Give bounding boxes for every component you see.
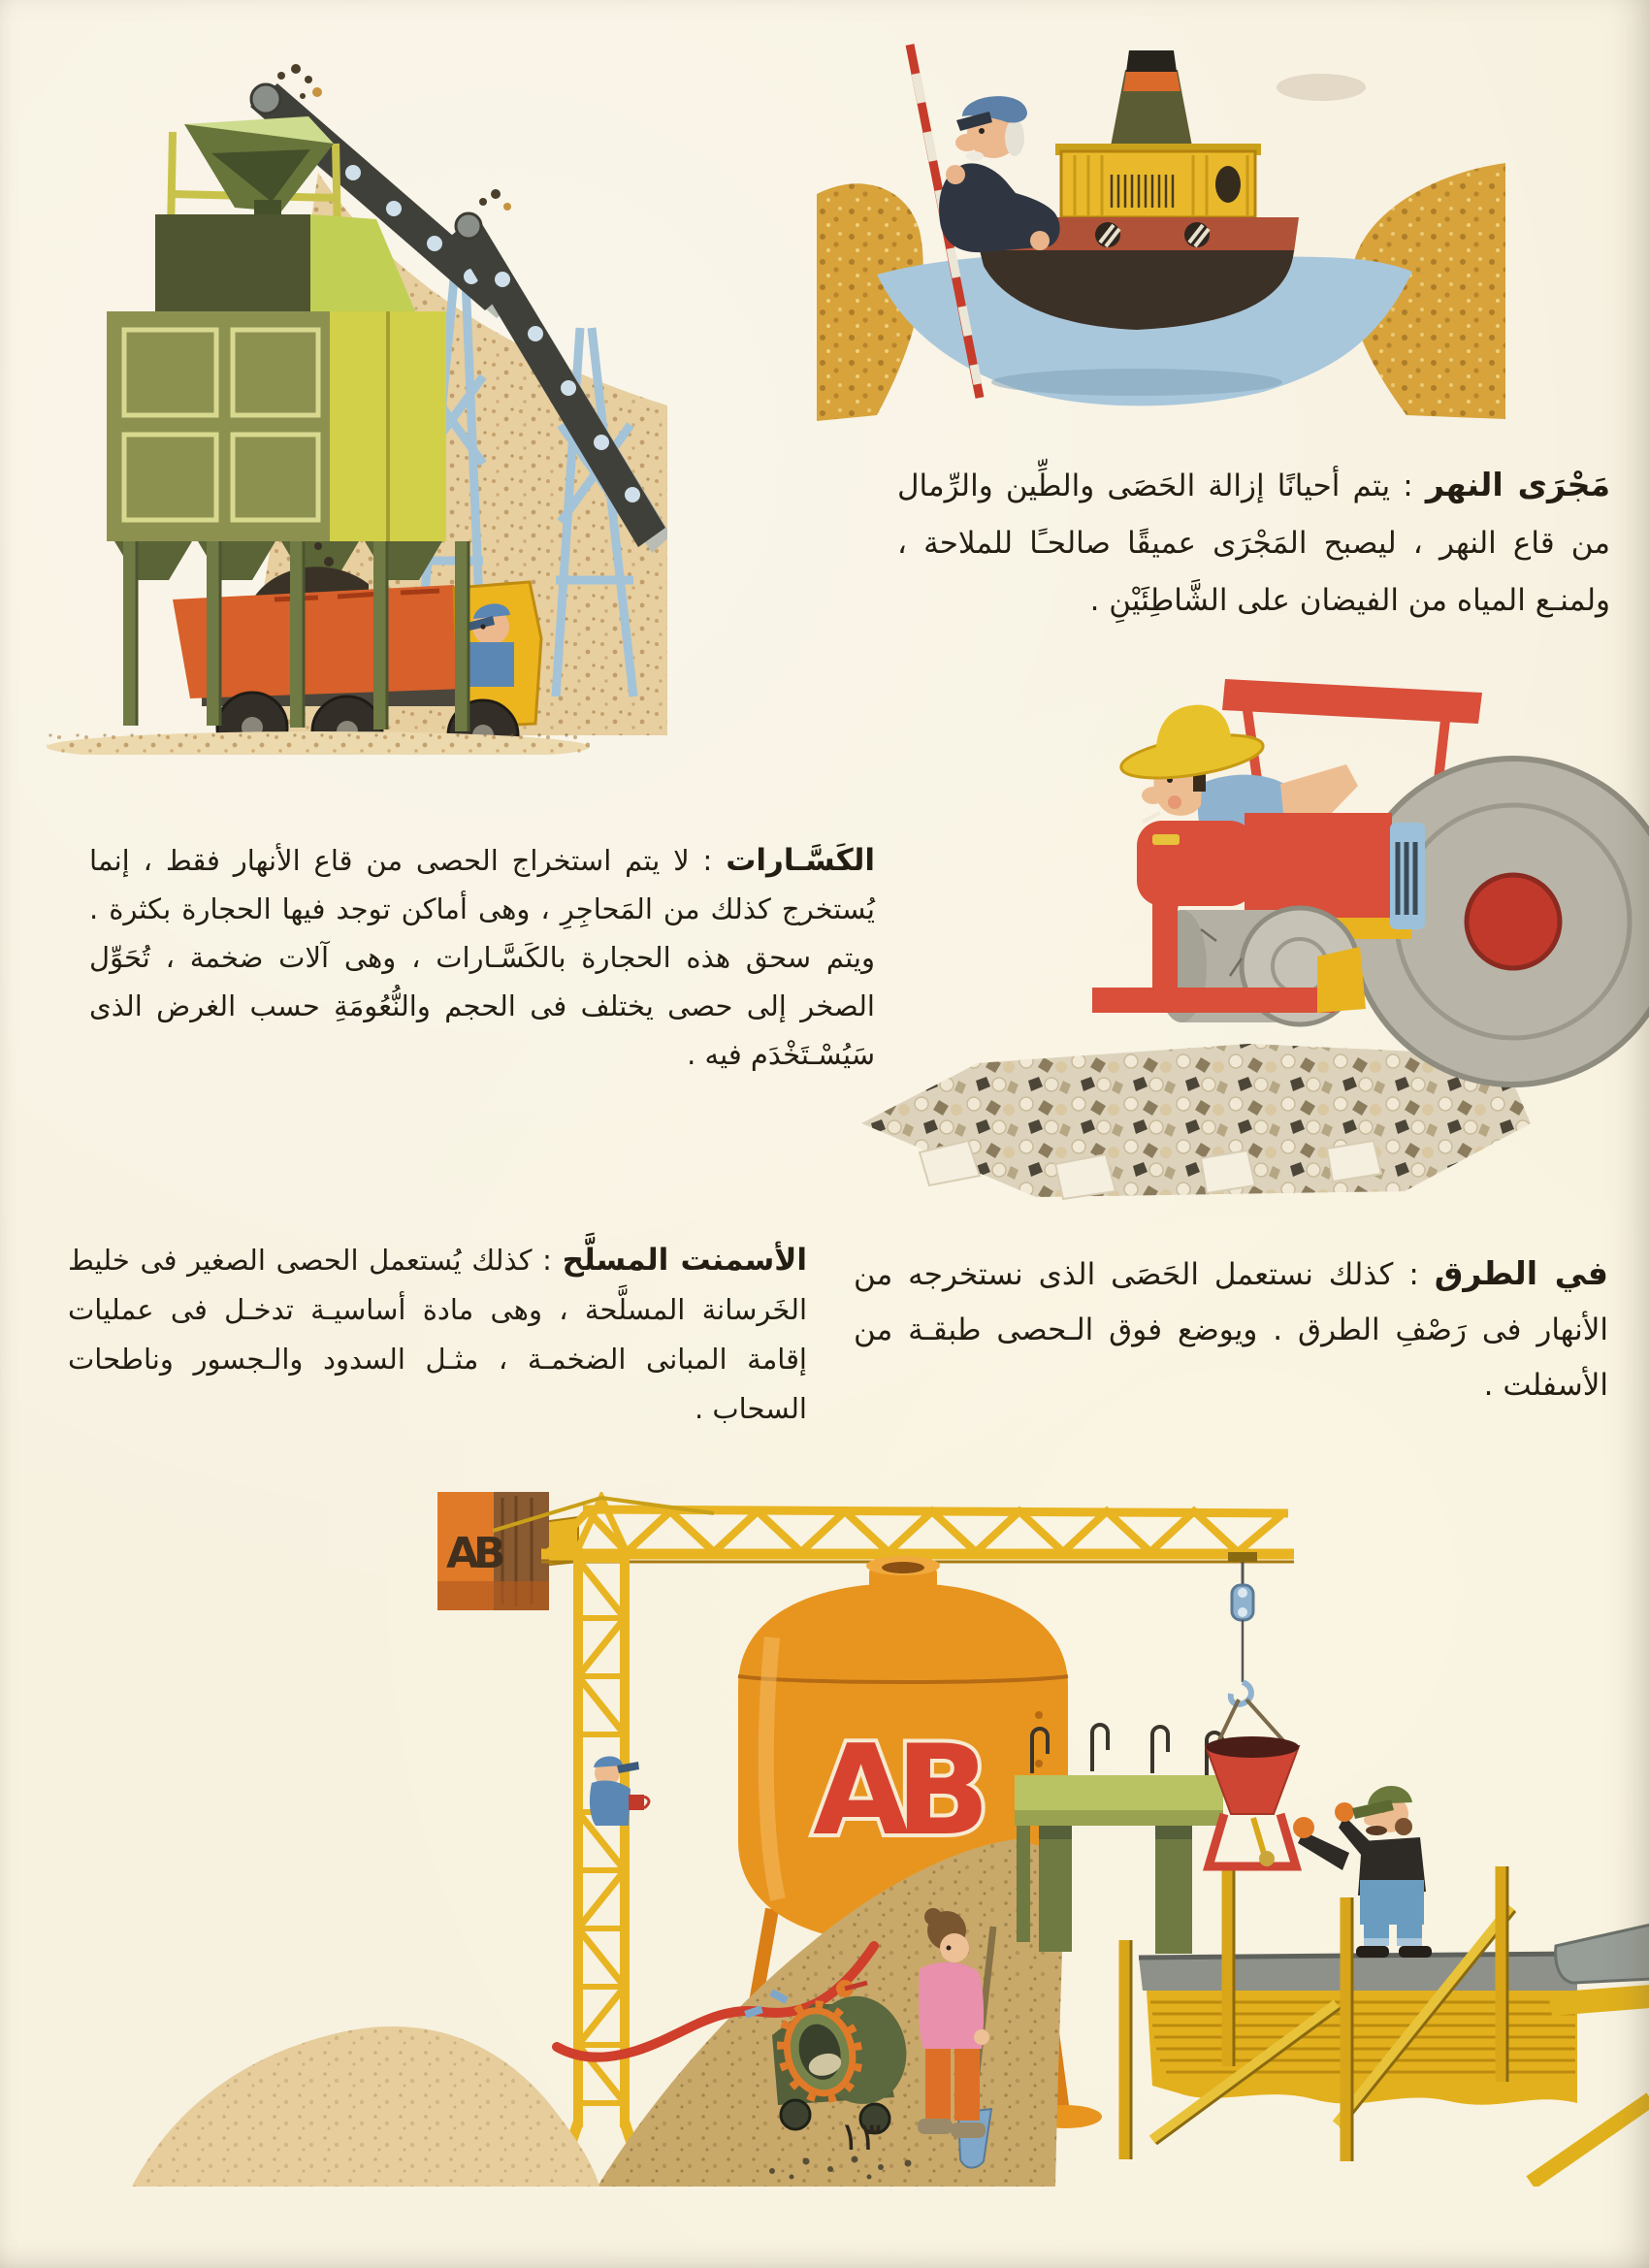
steamroller-machine bbox=[1092, 679, 1649, 1085]
section-reinforced-cement bbox=[68, 1236, 807, 1434]
ground bbox=[47, 729, 590, 755]
section-heading: في الطرق bbox=[1434, 1254, 1608, 1292]
heading-separator: : bbox=[532, 1244, 563, 1277]
section-crushers bbox=[89, 836, 875, 1079]
steamroller-illustration bbox=[861, 667, 1649, 1203]
ab-logo-silo: AB bbox=[813, 1719, 977, 1863]
crane-jib bbox=[541, 1509, 1294, 1562]
smoke bbox=[1277, 74, 1366, 101]
gravel-road bbox=[861, 1044, 1531, 1199]
sand-mound-small bbox=[132, 2026, 599, 2187]
heading-separator: : bbox=[689, 844, 727, 877]
section-body: لا يتم استخراج الحصى من قاع الأنهار فقط ، إنما يُستخرج كذلك من المَحاجِرِ ، وهى أماكن توجد فيها الحجارة بكثرة . ويتم سحق هذه الحجارة بالكَسَّـارات ، وهى آلات ضخمة ، تُحَوِّل الصخر إلى حصى يختلف فى الحجم والنُّعُومَةِ حسب الغرض الذى سَيُسْـتَخْدَم فيه . bbox=[89, 844, 875, 1071]
section-heading: الأسمنت المسلَّح bbox=[562, 1243, 807, 1278]
section-body: كذلك نستعمل الحَصَى الذى نستخرجه من الأنهار فى رَصْفِ الطرق . ويوضع فوق الـحصى طبقـة من الأسفلت . bbox=[854, 1257, 1608, 1403]
dredging-boat bbox=[975, 50, 1299, 330]
crane-counterweight bbox=[437, 1492, 549, 1610]
section-heading: مَجْرَى النهر bbox=[1425, 466, 1611, 503]
crane-hook-and-bucket bbox=[1206, 1552, 1299, 1866]
section-body: كذلك يُستعمل الحصى الصغير فى خليط الخَرسانة المسلَّحة ، وهى مادة أساسيـة تدخـل فى عمليات إقامة المبانى الضخمـة ، مثـل السدود والـجسور وناطحات السحاب . bbox=[68, 1244, 807, 1425]
section-river-dredging bbox=[897, 456, 1610, 630]
ab-logo-counterweight: AB bbox=[446, 1529, 501, 1578]
heading-separator: : bbox=[1390, 469, 1426, 503]
river-dredging-illustration bbox=[817, 27, 1505, 425]
crane-operator bbox=[590, 1756, 649, 1826]
heading-separator: : bbox=[1393, 1257, 1435, 1292]
section-roads bbox=[854, 1246, 1608, 1413]
page-number: ١٣ bbox=[839, 2115, 882, 2159]
section-heading: الكَسَّـارات bbox=[726, 843, 875, 878]
canopy bbox=[1222, 679, 1482, 724]
crane-mast bbox=[557, 1548, 646, 2187]
section-body: يتم أحيانًا إزالة الحَصَى والطِّين والرِّمال من قاع النهر ، ليصبح المَجْرَى عميقًا صالحـًا للملاحة ، ولمنـع المياه من الفيضان على الشَّاطِئَيْنِ . bbox=[897, 469, 1610, 618]
worker-catching-bucket bbox=[1293, 1786, 1432, 1958]
construction-site-illustration bbox=[93, 1492, 1649, 2187]
beam-and-lumber bbox=[1125, 1866, 1577, 2161]
boat-captain bbox=[939, 96, 1060, 252]
gravel-plant-illustration bbox=[27, 56, 667, 755]
